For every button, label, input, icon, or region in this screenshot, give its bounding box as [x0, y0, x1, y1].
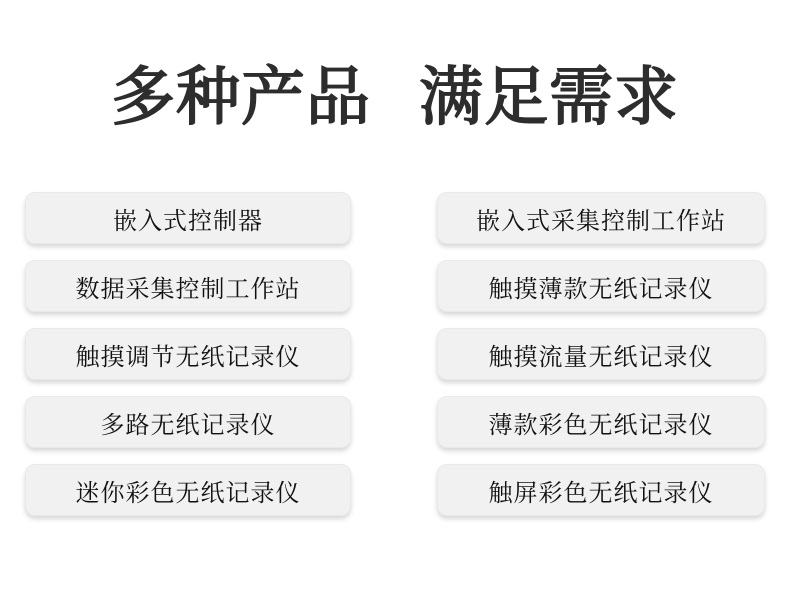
- product-button[interactable]: 薄款彩色无纸记录仪: [437, 396, 765, 448]
- product-button[interactable]: 迷你彩色无纸记录仪: [25, 464, 351, 516]
- product-button[interactable]: 嵌入式控制器: [25, 192, 351, 244]
- product-button[interactable]: 触摸薄款无纸记录仪: [437, 260, 765, 312]
- product-button[interactable]: 触屏彩色无纸记录仪: [437, 464, 765, 516]
- page-title-part-1: 多种产品: [111, 61, 371, 133]
- page-title-part-2: 满足需求: [419, 61, 679, 133]
- product-button-grid: [25, 192, 765, 516]
- product-button[interactable]: 嵌入式采集控制工作站: [437, 192, 765, 244]
- product-button[interactable]: 数据采集控制工作站: [25, 260, 351, 312]
- product-button[interactable]: 触摸调节无纸记录仪: [25, 328, 351, 380]
- product-button[interactable]: 多路无纸记录仪: [25, 396, 351, 448]
- page-title: [0, 0, 790, 148]
- product-button[interactable]: 触摸流量无纸记录仪: [437, 328, 765, 380]
